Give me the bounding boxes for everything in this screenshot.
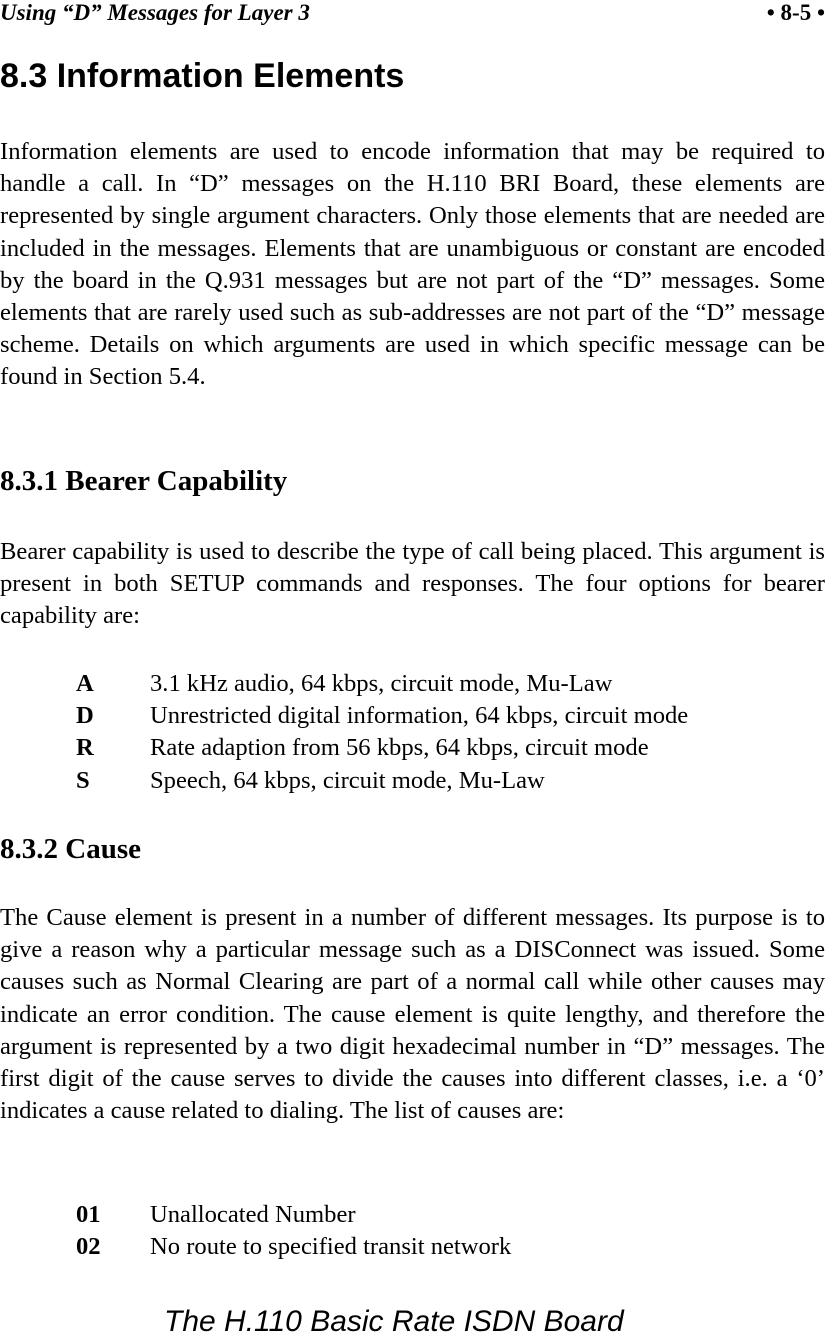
cause-description: Unallocated Number <box>150 1201 356 1228</box>
cause-code: 02 <box>76 1233 101 1261</box>
option-description: Rate adaption from 56 kbps, 64 kbps, circuit mode <box>150 734 649 762</box>
list-item <box>76 1199 816 1231</box>
option-description: 3.1 kHz audio, 64 kbps, circuit mode, Mu-Law <box>150 670 613 697</box>
cause-paragraph: The Cause element is present in a number of different messages. Its purpose is to give a reason why a particular message such as a DISConnect was issued. Some causes such as Normal Clearing are part of a normal call while other causes may indicate an error condition. The cause element is quite lengthy, and therefore the argument is represented by a two digit hexadecimal number in “D” messages. The first digit of the cause serves to divide the causes into different classes, i.e. a ‘0’ indicates a cause related to dialing. The list of causes are: <box>0 904 825 1125</box>
cause-list <box>76 1199 816 1263</box>
bearer-capability-heading: 8.3.1 Bearer Capability <box>0 465 288 497</box>
header-page-number: • 8-5 • <box>766 0 825 25</box>
section-title: 8.3 Information Elements <box>0 57 405 95</box>
page-footer: The H.110 Basic Rate ISDN Board <box>164 1305 624 1338</box>
header-chapter-title: Using “D” Messages for Layer 3 <box>0 0 310 25</box>
option-code: D <box>76 702 94 730</box>
option-code: A <box>76 670 94 697</box>
bearer-capability-paragraph: Bearer capability is used to describe the type of call being placed. This argument is present in both SETUP commands and responses. The four options for bearer capability are: <box>0 538 825 630</box>
intro-paragraph: Information elements are used to encode information that may be required to handle a call. In “D” messages on the H.110 BRI Board, these elements are represented by single argument characters. Only those elements that are needed are included in the messages. Elements that are unambiguous or constant are encoded by the board in the Q.931 messages but are not part of the “D” messages. Some elements that are rarely used such as sub-addresses are not part of the “D” message scheme. Details on which arguments are used in which specific message can be found in Section 5.4. <box>0 138 825 391</box>
list-item <box>76 765 816 797</box>
list-item <box>76 1231 816 1263</box>
list-item <box>76 700 816 732</box>
option-code: R <box>76 734 94 762</box>
list-item <box>76 732 816 764</box>
option-description: Unrestricted digital information, 64 kbps, circuit mode <box>150 702 689 730</box>
cause-heading: 8.3.2 Cause <box>0 833 141 865</box>
list-item <box>76 668 816 700</box>
cause-code: 01 <box>76 1201 101 1228</box>
cause-description: No route to specified transit network <box>150 1233 512 1261</box>
running-header <box>0 0 825 28</box>
option-description: Speech, 64 kbps, circuit mode, Mu-Law <box>150 766 545 794</box>
bearer-options-list <box>76 668 816 797</box>
option-code: S <box>76 766 90 794</box>
